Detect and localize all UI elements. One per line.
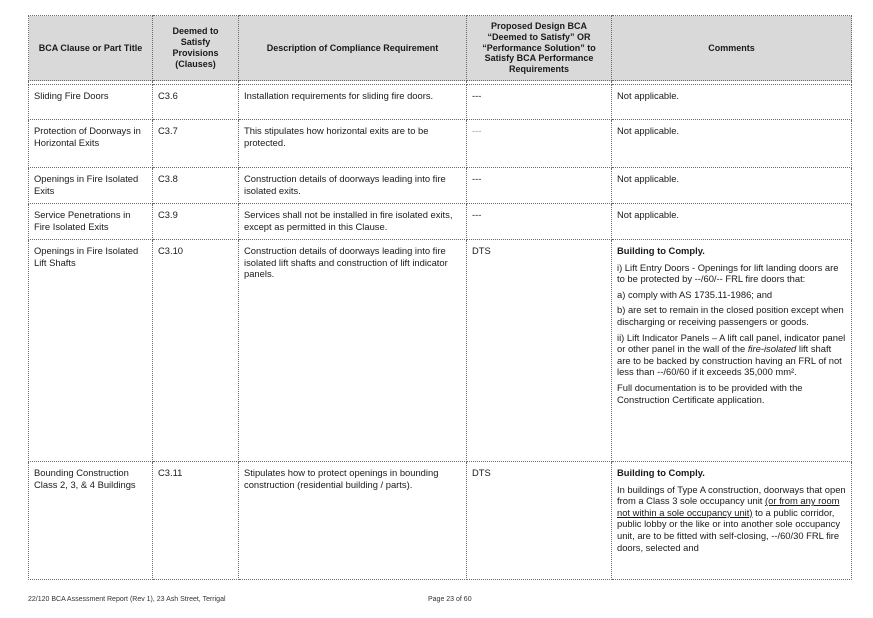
comment-heading: Building to Comply.: [617, 467, 705, 478]
table-row: [29, 168, 852, 204]
comment-heading: Building to Comply.: [617, 245, 705, 256]
row-title: Protection of Doorways in Horizontal Exits: [29, 120, 153, 168]
row-title: Openings in Fire Isolated Exits: [29, 168, 153, 204]
table-row: [29, 462, 852, 580]
header-description: Description of Compliance Requirement: [239, 16, 467, 81]
row-clause: C3.7: [153, 120, 239, 168]
row-description: Construction details of doorways leading into fire isolated lift shafts and construction of lift indicator panels.: [239, 240, 467, 462]
row-proposed: ---: [467, 204, 612, 240]
row-title: Sliding Fire Doors: [29, 85, 153, 120]
row-comment: Not applicable.: [612, 120, 852, 168]
row-comment: Not applicable.: [612, 168, 852, 204]
comment-paragraph: a) comply with AS 1735.11-1986; and: [617, 288, 773, 300]
comment-text: to a public corridor, public lobby or the like or into another sole occupancy unit, are to be fitted with self-closing, --/60/30 FRL fire doors, selected and: [617, 506, 841, 553]
comment-paragraph: i) Lift Entry Doors - Openings for lift landing doors are to be protected by --/60/-- FRL fire doors that:: [617, 261, 839, 285]
row-comment: Not applicable.: [612, 204, 852, 240]
comment-text: ii) Lift Indicator Panels – A lift call panel, indicator panel or other panel in the wall of the: [617, 331, 846, 355]
row-proposed: DTS: [467, 462, 612, 580]
table-header-row: [29, 16, 852, 81]
comment-paragraph: Full documentation is to be provided with the Construction Certificate application.: [617, 381, 803, 405]
comment-text: In buildings of Type A construction, doorways that open from a Class 3 sole occupancy unit: [617, 483, 846, 507]
row-comment: Not applicable.: [612, 85, 852, 120]
comment-paragraph: [617, 484, 846, 554]
table-row: [29, 85, 852, 120]
row-comment: [612, 462, 852, 580]
row-description: This stipulates how horizontal exits are to be protected.: [239, 120, 467, 168]
row-description: Construction details of doorways leading into fire isolated exits.: [239, 168, 467, 204]
table-row: [29, 240, 852, 462]
footer-report-reference: 22/120 BCA Assessment Report (Rev 1), 23 Ash Street, Terrigal: [28, 596, 226, 603]
table-row: [29, 120, 852, 168]
comment-text: lift shaft are to be backed by construction having an FRL of not less than --/60/60 if it exceeds 35,000 mm².: [617, 343, 842, 378]
header-dts: Deemed to Satisfy Provisions (Clauses): [153, 16, 239, 81]
row-proposed: DTS: [467, 240, 612, 462]
row-clause: C3.6: [153, 85, 239, 120]
header-clause: BCA Clause or Part Title: [29, 16, 153, 81]
comment-paragraph: b) are set to remain in the closed position except when discharging or receiving passengers or goods.: [617, 304, 844, 327]
header-proposed: Proposed Design BCA “Deemed to Satisfy” OR “Performance Solution” to Satisfy BCA Performance Requirements: [467, 16, 612, 81]
footer-page-number: Page 23 of 60: [428, 596, 472, 603]
row-clause: C3.10: [153, 240, 239, 462]
table-row: [29, 204, 852, 240]
row-title: Openings in Fire Isolated Lift Shafts: [29, 240, 153, 462]
row-clause: C3.9: [153, 204, 239, 240]
row-description: Services shall not be installed in fire isolated exits, except as permitted in this Clause.: [239, 204, 467, 240]
row-proposed: ---: [467, 85, 612, 120]
comment-underlined-text: (or from any room not within a sole occupancy unit): [617, 495, 840, 518]
row-clause: C3.11: [153, 462, 239, 580]
row-title: Bounding Construction Class 2, 3, & 4 Buildings: [29, 462, 153, 580]
row-comment: [612, 240, 852, 462]
row-description: Installation requirements for sliding fire doors.: [239, 85, 467, 120]
bca-compliance-table: [28, 15, 852, 580]
row-proposed: ---: [467, 168, 612, 204]
row-description: Stipulates how to protect openings in bounding construction (residential building / parts).: [239, 462, 467, 580]
row-clause: C3.8: [153, 168, 239, 204]
header-comments: Comments: [612, 16, 852, 81]
row-title: Service Penetrations in Fire Isolated Exits: [29, 204, 153, 240]
comment-italic-text: fire-isolated: [747, 343, 797, 355]
comment-paragraph: [617, 332, 846, 378]
row-proposed: ---: [467, 120, 612, 168]
